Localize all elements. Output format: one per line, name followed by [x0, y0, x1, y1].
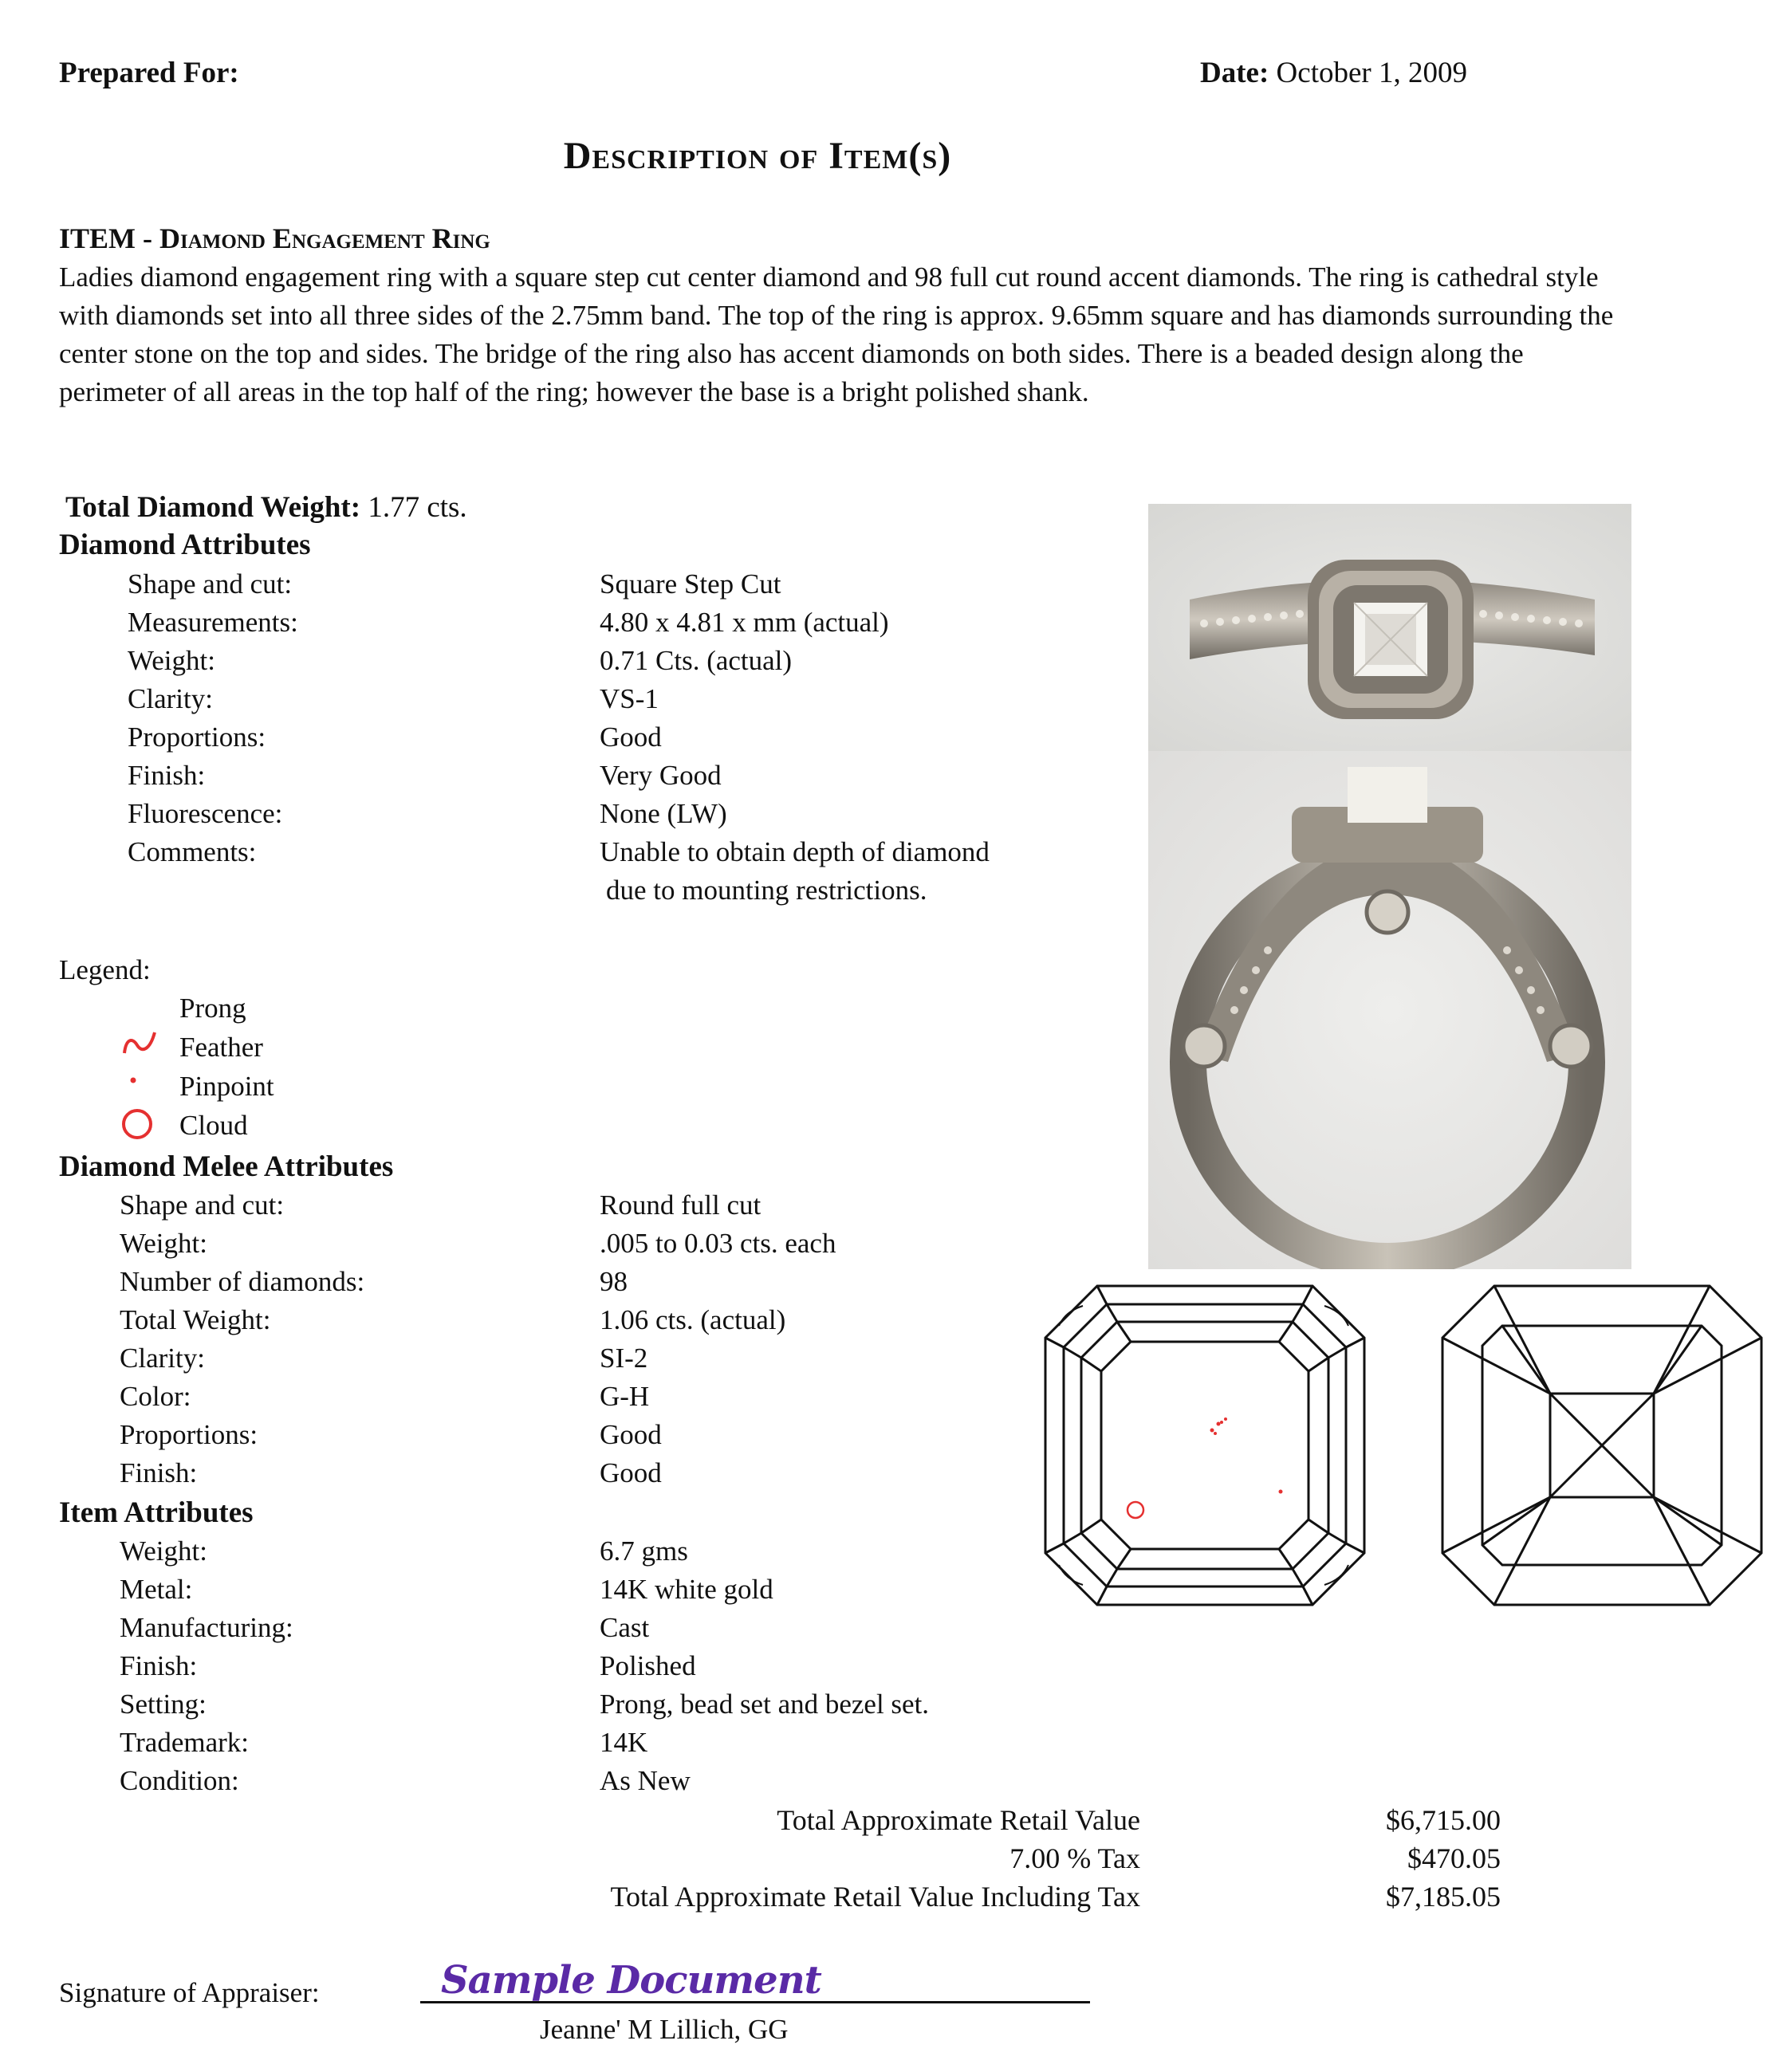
cloud-icon: [120, 1107, 155, 1142]
date-line: [1200, 56, 1467, 90]
attr-label: Comments:: [128, 836, 257, 867]
item-attributes-heading: Item Attributes: [59, 1496, 254, 1529]
attr-label: Measurements:: [128, 607, 298, 638]
attr-value: None (LW): [600, 798, 727, 829]
attr-value: Good: [600, 721, 662, 753]
ring-side-photo: [1148, 751, 1631, 1269]
pinpoint-icon: [128, 1075, 139, 1086]
diamond-attributes-heading: Diamond Attributes: [59, 529, 311, 561]
item-heading: ITEM - Diamond Engagement Ring: [59, 222, 490, 254]
item-attr-label: Metal:: [120, 1574, 193, 1605]
item-attr-value: Cast: [600, 1612, 650, 1643]
item-attr-value: 6.7 gms: [600, 1535, 688, 1567]
melee-label: Total Weight:: [120, 1304, 271, 1335]
melee-label: Shape and cut:: [120, 1189, 285, 1221]
total-with-tax-value: $7,185.05: [1386, 1881, 1501, 1913]
melee-label: Finish:: [120, 1457, 198, 1488]
item-attr-value: 14K white gold: [600, 1574, 773, 1605]
attr-label: Clarity:: [128, 683, 213, 714]
attr-value: Unable to obtain depth of diamond: [600, 836, 990, 867]
legend-feather: Feather: [179, 1032, 263, 1063]
total-diamond-weight: [65, 490, 467, 525]
melee-label: Proportions:: [120, 1419, 258, 1450]
melee-value: Good: [600, 1457, 662, 1488]
attr-label: Weight:: [128, 645, 215, 676]
melee-label: Weight:: [120, 1228, 207, 1259]
attr-value: 0.71 Cts. (actual): [600, 645, 793, 676]
diamond-plot-bottom-view: [1438, 1282, 1765, 1609]
item-attr-label: Manufacturing:: [120, 1612, 293, 1643]
total-retail-label: Total Approximate Retail Value: [777, 1804, 1140, 1836]
signature-label: Signature of Appraiser:: [59, 1977, 320, 2008]
melee-value: 1.06 cts. (actual): [600, 1304, 786, 1335]
legend-title: Legend:: [59, 954, 151, 985]
attr-value: Very Good: [600, 760, 722, 791]
tax-label: 7.00 % Tax: [1009, 1842, 1140, 1874]
total-diamond-weight-value: 1.77 cts.: [368, 491, 467, 524]
total-retail-value: $6,715.00: [1386, 1804, 1501, 1836]
legend-pinpoint: Pinpoint: [179, 1071, 274, 1102]
item-attr-label: Finish:: [120, 1650, 198, 1681]
attr-value: 4.80 x 4.81 x mm (actual): [600, 607, 889, 638]
melee-value: Round full cut: [600, 1189, 762, 1221]
item-attr-label: Weight:: [120, 1535, 207, 1567]
melee-value: .005 to 0.03 cts. each: [600, 1228, 836, 1259]
total-diamond-weight-label: Total Diamond Weight:: [65, 491, 361, 524]
legend-prong: Prong: [179, 993, 246, 1024]
appraiser-name: Jeanne' M Lillich, GG: [540, 2014, 789, 2045]
ring-top-photo: [1148, 504, 1631, 751]
attr-label: Finish:: [128, 760, 206, 791]
item-attr-label: Setting:: [120, 1689, 207, 1720]
item-attr-label: Condition:: [120, 1765, 239, 1796]
item-attr-label: Trademark:: [120, 1727, 250, 1758]
attr-label: Fluorescence:: [128, 798, 283, 829]
melee-label: Color:: [120, 1381, 191, 1412]
item-description: Ladies diamond engagement ring with a square step cut center diamond and 98 full cut round accent diamonds. The ring is cathedral style with diamonds set into all three sides of the 2.75mm band. The top of the ring is approx. 9.65mm square and has diamonds surrounding the center stone on the top and sides. The bridge of the ring also has accent diamonds on both sides. There is a beaded design along the perimeter of all areas in the top half of the ring; however the base is a bright polished shank.: [59, 261, 1614, 407]
item-attr-value: 14K: [600, 1727, 648, 1758]
total-with-tax-label: Total Approximate Retail Value Including Tax: [610, 1881, 1140, 1913]
tax-value: $470.05: [1407, 1842, 1501, 1874]
date-value: October 1, 2009: [1276, 57, 1467, 89]
item-attr-value: Prong, bead set and bezel set.: [600, 1689, 930, 1720]
melee-value: Good: [600, 1419, 662, 1450]
item-attr-value: As New: [600, 1765, 691, 1796]
melee-value: G-H: [600, 1381, 650, 1412]
item-attr-value: Polished: [600, 1650, 696, 1681]
attr-value: Square Step Cut: [600, 568, 781, 600]
attr-label: Proportions:: [128, 721, 266, 753]
feather-icon: [120, 1026, 161, 1060]
legend-cloud: Cloud: [179, 1110, 248, 1141]
melee-value: 98: [600, 1266, 628, 1297]
signature-script: Sample Document: [441, 1958, 821, 2003]
prepared-for-label: Prepared For:: [59, 57, 239, 89]
attr-value: VS-1: [600, 683, 659, 714]
attr-value-continued: due to mounting restrictions.: [606, 875, 927, 906]
melee-label: Clarity:: [120, 1343, 205, 1374]
melee-attributes-heading: Diamond Melee Attributes: [59, 1150, 394, 1183]
melee-value: SI-2: [600, 1343, 648, 1374]
melee-label: Number of diamonds:: [120, 1266, 365, 1297]
page-title: Description of Item(s): [563, 135, 952, 177]
date-label: Date:: [1200, 57, 1269, 89]
attr-label: Shape and cut:: [128, 568, 293, 600]
diamond-plot-top-view: [1041, 1282, 1368, 1609]
